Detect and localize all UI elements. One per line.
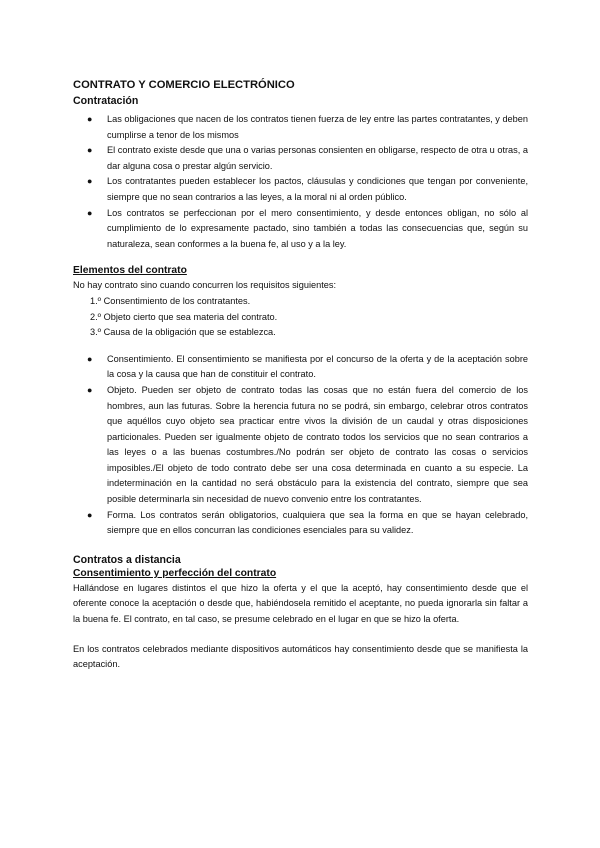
requisito-item: 2.º Objeto cierto que sea materia del contrato. xyxy=(90,311,278,322)
list-item xyxy=(73,352,528,383)
requisito-item: 3.º Causa de la obligación que se establezca. xyxy=(90,327,276,338)
list-item-text: Consentimiento. El consentimiento se manifiesta por el concurso de la oferta y de la aceptación sobre la cosa y la causa que han de constituir el contrato. xyxy=(107,353,528,380)
bullet-icon: ● xyxy=(87,145,93,156)
requisitos-list xyxy=(73,294,528,341)
bullet-icon: ● xyxy=(87,509,93,520)
list-item xyxy=(73,206,528,253)
section-heading-contratacion: Contratación xyxy=(73,95,139,107)
bullet-icon: ● xyxy=(87,207,93,218)
list-item xyxy=(73,143,528,174)
elementos-intro: No hay contrato sino cuando concurren los requisitos siguientes: xyxy=(73,280,337,291)
list-item-text: Forma. Los contratos serán obligatorios, cualquiera que sea la forma en que se hayan celebrado, siempre que en ellos concurran las condiciones esenciales para su validez. xyxy=(107,509,528,536)
bullet-icon: ● xyxy=(87,114,93,124)
list-item xyxy=(73,112,528,143)
document-title: CONTRATO Y COMERCIO ELECTRÓNICO xyxy=(73,79,295,91)
list-item-text: Las obligaciones que nacen de los contratos tienen fuerza de ley entre las partes contratantes, y deben cumplirse a tenor de los mismos xyxy=(107,114,528,140)
list-item xyxy=(73,383,528,508)
requisito-item: 1.º Consentimiento de los contratantes. xyxy=(90,295,251,306)
bullet-icon: ● xyxy=(87,353,93,364)
bullet-icon: ● xyxy=(87,384,93,395)
paragraph-dispositivos: En los contratos celebrados mediante dispositivos automáticos hay consentimiento desde que se manifiesta la aceptación. xyxy=(73,643,528,670)
list-item-text: Los contratantes pueden establecer los pactos, cláusulas y condiciones que tengan por conveniente, siempre que no sean contrarios a las leyes, a la moral ni al orden público. xyxy=(107,176,528,202)
list-item-text: El contrato existe desde que una o varias personas consienten en obligarse, respecto de otra u otras, a dar alguna cosa o prestar algún servicio. xyxy=(107,145,528,171)
section-heading-distancia: Contratos a distancia xyxy=(73,553,181,566)
list-item xyxy=(73,174,528,205)
bullet-icon: ● xyxy=(87,176,93,187)
subheading-consentimiento: Consentimiento y perfección del contrato xyxy=(73,567,277,579)
contratacion-list xyxy=(73,112,528,252)
section-heading-elementos: Elementos del contrato xyxy=(73,265,187,277)
list-item xyxy=(73,508,528,539)
list-item-text: Objeto. Pueden ser objeto de contrato todas las cosas que no están fuera del comercio de los hombres, aun las futuras. Sobre la herencia futura no se podrá, sin embargo, celebrar otros contratos que aquéllos cuyo objeto sea practicar entre vivos la división de un caudal y otras disposiciones particionales. Pueden ser igualmente objeto de contrato todos los servicios que no sean contrarios a las leyes o a las buenas costumbres./No podrán ser objeto de contrato las cosas o servicios imposibles./El objeto de todo contrato debe ser una cosa determinada en cuanto a su especie. La indeterminación en la cantidad no será obstáculo para la existencia del contrato, siempre que sea posible determinarla sin necesidad de nuevo convenio entre los contratantes. xyxy=(107,384,528,505)
paragraph-consentimiento: Hallándose en lugares distintos el que hizo la oferta y el que la aceptó, hay consentimiento desde que el oferente conoce la aceptación o desde que, habiéndosela remitido el aceptante, no pueda ignorarla sin faltar a la buena fe. El contrato, en tal caso, se presume celebrado en el lugar en que se hizo la oferta. xyxy=(73,582,528,625)
elementos-list xyxy=(73,352,528,539)
list-item-text: Los contratos se perfeccionan por el mero consentimiento, y desde entonces obligan, no sólo al cumplimiento de lo expresamente pactado, sino también a todas las consecuencias que, según su naturaleza, sean conformes a la buena fe, al uso y a la ley. xyxy=(107,207,528,249)
